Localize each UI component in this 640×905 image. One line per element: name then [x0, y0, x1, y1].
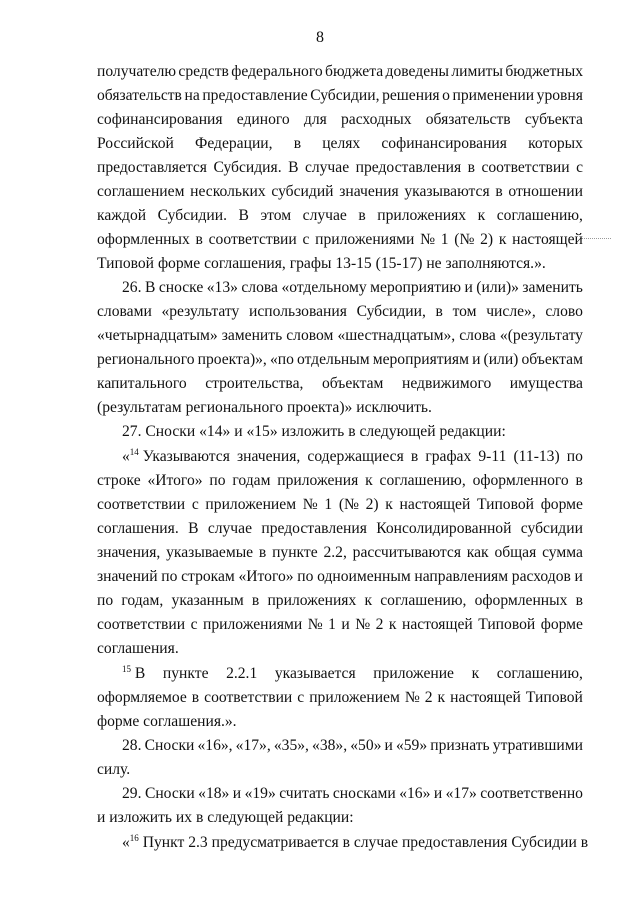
word: соглашению, — [380, 592, 467, 609]
word: доведены — [385, 63, 449, 80]
word: редакции: — [439, 423, 506, 440]
text-line — [97, 254, 583, 274]
word: бюджетных — [505, 63, 583, 80]
word: в — [358, 207, 366, 224]
word: Консолидированной — [376, 520, 512, 537]
word: Федерации, — [195, 135, 273, 152]
word: пункте — [272, 544, 318, 561]
text-line — [97, 398, 583, 418]
word: соглашения.». — [143, 713, 237, 730]
word: 9-11 — [478, 448, 507, 465]
word: приложениями — [203, 616, 303, 633]
word: 1 — [440, 231, 449, 248]
page-number: 8 — [316, 29, 324, 46]
word: субъекта — [524, 111, 583, 128]
word: считать — [279, 785, 330, 802]
word: № — [307, 616, 323, 633]
word: случае — [304, 159, 350, 176]
word: одноименным — [317, 568, 411, 585]
word: «(результату — [499, 327, 583, 344]
word: сноске — [158, 279, 204, 296]
word: в — [348, 423, 356, 440]
word: 13-15 — [335, 255, 372, 272]
word: приложениях — [377, 207, 467, 224]
word: приложением — [309, 689, 400, 706]
word: приложениях — [267, 592, 357, 609]
word: в — [575, 472, 583, 489]
word: Типовой — [478, 616, 536, 633]
word: «18» — [198, 785, 230, 802]
word: получателю — [97, 63, 177, 80]
word: форме — [540, 616, 583, 633]
text-line — [97, 230, 583, 250]
word: рассчитываются — [352, 544, 461, 561]
word: исключить. — [356, 399, 432, 416]
footnote-marker: « — [122, 448, 130, 465]
word: предоставления — [261, 520, 367, 537]
word: расходов — [511, 568, 571, 585]
word: нескольких — [190, 183, 266, 200]
word: приложения — [277, 472, 359, 489]
word: 2.2.1 — [226, 665, 258, 682]
word: по — [209, 472, 226, 489]
word: Субсидии — [511, 834, 577, 851]
word: настоящей — [399, 496, 471, 513]
word: «$^{16}$ Пункт — [122, 833, 185, 851]
word: 2) — [365, 496, 379, 513]
word: форме — [157, 255, 201, 272]
word: к — [385, 496, 393, 513]
word: имущества — [509, 375, 583, 392]
word: в — [195, 231, 203, 248]
word: по — [161, 568, 178, 585]
word: «отдельному — [281, 279, 367, 296]
word: 2.3 — [188, 834, 208, 851]
word: в — [195, 809, 204, 826]
word: форме — [97, 713, 140, 730]
word: числе», — [486, 303, 536, 320]
word: соглашению, — [379, 472, 466, 489]
word: с — [576, 159, 583, 176]
word: по — [297, 568, 314, 585]
word: не — [426, 255, 442, 272]
word: соответственно — [480, 785, 583, 802]
word: проекта)» — [286, 399, 353, 416]
word: их — [175, 809, 193, 826]
word: значения, — [236, 448, 301, 465]
word: Субсидии, — [310, 87, 380, 104]
word: настоящей — [512, 231, 583, 248]
word: силу. — [97, 761, 131, 778]
word: Сноски — [144, 737, 195, 754]
word: соответствии — [204, 689, 293, 706]
word: 2) — [480, 231, 494, 248]
word: значения, — [97, 544, 161, 561]
word: изложить — [281, 423, 345, 440]
text-line — [122, 664, 583, 685]
text-line — [97, 688, 583, 708]
word: проекта)», — [197, 351, 267, 368]
word: и — [234, 423, 243, 440]
word: и — [472, 351, 481, 368]
word: к — [471, 665, 480, 682]
word: соглашения. — [97, 520, 179, 537]
word: мероприятию — [370, 279, 462, 296]
word: (№ — [454, 231, 475, 248]
word: в — [251, 592, 260, 609]
word: словами — [97, 303, 152, 320]
word: оформленных — [474, 592, 568, 609]
word: Российской — [97, 135, 174, 152]
word: соглашения. — [97, 640, 179, 657]
text-line — [122, 784, 583, 804]
word: «38», — [312, 737, 348, 754]
word: оформляемое — [97, 689, 187, 706]
word: 2 — [375, 616, 384, 633]
word: Сноски — [144, 785, 195, 802]
word: лимиты — [451, 63, 503, 80]
word: «15» — [246, 423, 278, 440]
word: как — [466, 544, 489, 561]
word: и — [574, 568, 583, 585]
word: 28. — [122, 737, 142, 754]
word: (11-13) — [513, 448, 560, 465]
word: (или)» — [476, 279, 519, 296]
word: № — [420, 231, 436, 248]
word: в — [580, 834, 589, 851]
word: соглашением — [97, 183, 185, 200]
word: к — [364, 592, 373, 609]
word: регионального — [185, 399, 284, 416]
word: 1 — [328, 616, 336, 633]
word: к — [365, 472, 373, 489]
word: № — [404, 689, 420, 706]
word: строке — [97, 472, 141, 489]
text-line — [97, 134, 583, 154]
word: указывается — [274, 665, 356, 682]
word: к — [437, 689, 446, 706]
word: случае — [207, 520, 252, 537]
word: соглашению, — [496, 207, 583, 224]
word: сносками — [332, 785, 396, 802]
word: по — [566, 448, 583, 465]
word: «Итого» — [238, 568, 294, 585]
word: единого — [236, 111, 290, 128]
word: «шестнадцатым», — [337, 327, 456, 344]
word: Субсидии. — [157, 207, 227, 224]
text-line — [97, 639, 583, 659]
text-line — [97, 350, 583, 370]
word: строительства, — [205, 375, 304, 392]
word: средств — [178, 63, 229, 80]
word: с — [302, 231, 310, 248]
word: к — [477, 207, 486, 224]
text-line — [97, 808, 583, 828]
word: «13» — [206, 279, 238, 296]
word: (или) — [483, 351, 519, 368]
word: № — [355, 616, 371, 633]
scan-artifact — [581, 238, 611, 241]
word: том — [452, 303, 477, 320]
word: которых — [528, 135, 583, 152]
word: настоящей — [450, 689, 521, 706]
word: слова — [241, 279, 278, 296]
word: В — [144, 279, 156, 296]
text-line — [97, 760, 583, 780]
word: следующей — [359, 423, 436, 440]
word: отношении — [508, 183, 583, 200]
word: направлениям — [414, 568, 509, 585]
word: федерального — [231, 63, 323, 80]
word: предоставляется — [97, 159, 207, 176]
text-line — [97, 326, 583, 346]
word: соответствии — [481, 159, 570, 176]
word: Типовой — [97, 255, 155, 272]
word: «Итого» — [147, 472, 203, 489]
word: объектам — [321, 375, 384, 392]
word: «результату — [161, 303, 240, 320]
word: 26. — [122, 279, 142, 296]
word: 27. — [122, 423, 142, 440]
word: 2.2, — [323, 544, 347, 561]
word: приложениями — [315, 231, 415, 248]
text-line — [97, 712, 583, 732]
word: целях — [322, 135, 361, 152]
word: указываемые — [166, 544, 254, 561]
word: 29. — [122, 785, 142, 802]
word: к — [498, 231, 507, 248]
word: заменить — [522, 279, 583, 296]
word: объектам — [521, 351, 583, 368]
word: капитального — [97, 375, 187, 392]
word: уровня — [536, 87, 583, 104]
word: соглашения, — [204, 255, 286, 272]
text-line — [97, 62, 583, 82]
text-line — [122, 447, 583, 468]
text-line — [97, 495, 583, 515]
word: софинансирования — [97, 111, 223, 128]
word: настоящей — [401, 616, 473, 633]
word: с — [190, 616, 198, 633]
word: и — [464, 279, 473, 296]
text-line — [97, 374, 583, 394]
footnote-number: 14 — [129, 447, 139, 457]
word: решения — [382, 87, 440, 104]
word: редакции: — [287, 809, 354, 826]
word: с — [191, 496, 199, 513]
word: расходных — [341, 111, 412, 128]
word: использования — [249, 303, 347, 320]
word: форме — [540, 496, 583, 513]
word: предоставления — [355, 159, 462, 176]
text-line — [97, 615, 583, 635]
word: случае — [353, 834, 399, 851]
word: $^{15}$ В — [122, 664, 146, 682]
word: Типовой — [525, 689, 583, 706]
word: для — [303, 111, 327, 128]
word: «четырнадцатым» — [97, 327, 218, 344]
word: графах — [425, 448, 472, 465]
word: 2 — [424, 689, 433, 706]
word: софинансирования — [381, 135, 507, 152]
word: и — [97, 809, 106, 826]
word: указанным — [171, 592, 244, 609]
word: значений — [97, 568, 158, 585]
word: в — [495, 183, 503, 200]
word: приложение — [373, 665, 454, 682]
word: 1 — [324, 496, 333, 513]
word: и — [384, 737, 393, 754]
word: в — [258, 544, 267, 561]
word: «59» — [395, 737, 428, 754]
word: оформленного — [472, 472, 569, 489]
footnote-number: 15 — [122, 664, 131, 674]
word: по — [97, 592, 114, 609]
word: каждой — [97, 207, 147, 224]
word: содержащиеся — [307, 448, 404, 465]
word: признать — [430, 737, 490, 754]
text-line — [97, 471, 583, 491]
word: (результатам — [97, 399, 182, 416]
word: «16», — [197, 737, 233, 754]
word: Субсидии, — [356, 303, 426, 320]
word: о — [442, 87, 450, 104]
word: годам — [232, 472, 271, 489]
word: пункте — [162, 665, 209, 682]
word: слово — [545, 303, 583, 320]
word: В — [288, 159, 299, 176]
word: строкам — [181, 568, 235, 585]
word: к — [388, 616, 397, 633]
word: годам, — [121, 592, 164, 609]
word: сумма — [542, 544, 583, 561]
text-line — [97, 110, 583, 130]
text-line — [97, 567, 583, 587]
word: соответствии — [97, 496, 186, 513]
word: «по — [269, 351, 294, 368]
word: следующей — [207, 809, 284, 826]
word: «19» — [244, 785, 276, 802]
text-line — [97, 591, 583, 611]
word: соответствии — [208, 231, 297, 248]
word: заменить — [221, 327, 283, 344]
word: Сноски — [145, 423, 196, 440]
word: в — [575, 592, 583, 609]
word: случае — [302, 207, 347, 224]
word: в — [435, 303, 443, 320]
text-line — [122, 422, 583, 442]
word: В — [238, 207, 249, 224]
word: указываются — [404, 183, 490, 200]
word: предоставления — [401, 834, 508, 851]
word: значения — [339, 183, 399, 200]
word: «$^{14}$ Указываются — [122, 447, 230, 465]
word: в — [467, 159, 475, 176]
word: заполняются.». — [445, 255, 546, 272]
word: общая — [494, 544, 537, 561]
word: словом — [286, 327, 334, 344]
word: бюджета — [325, 63, 384, 80]
word: в — [410, 448, 419, 465]
word: Типовой — [476, 496, 535, 513]
text-line — [97, 519, 583, 539]
text-line — [97, 182, 583, 202]
text-line — [122, 736, 583, 756]
word: «35», — [273, 737, 309, 754]
word: «17», — [235, 737, 271, 754]
word: «14» — [199, 423, 231, 440]
text-line — [97, 158, 583, 178]
word: оформленных — [97, 231, 190, 248]
text-line — [97, 206, 583, 226]
text-line — [97, 86, 583, 106]
word: с — [297, 689, 305, 706]
footnote-marker: « — [122, 834, 130, 851]
word: «17» — [445, 785, 477, 802]
footnote-number: 16 — [129, 833, 139, 843]
word: Субсидия. — [213, 159, 282, 176]
word: отдельным — [296, 351, 370, 368]
word: применении — [452, 87, 535, 104]
word: на — [184, 87, 200, 104]
word: В — [188, 520, 199, 537]
word: недвижимого — [401, 375, 492, 392]
word: слова — [459, 327, 496, 344]
word: в — [293, 135, 302, 152]
word: мероприятиям — [372, 351, 469, 368]
word: обязательств — [425, 111, 511, 128]
word: регионального — [97, 351, 195, 368]
word: графы — [289, 255, 332, 272]
word: и — [341, 616, 350, 633]
word: в — [191, 689, 200, 706]
word: и — [433, 785, 443, 802]
word: субсидии — [520, 520, 583, 537]
word: в — [342, 834, 350, 851]
text-line — [122, 278, 583, 298]
word: предоставление — [202, 87, 308, 104]
word: и — [232, 785, 242, 802]
word: № — [302, 496, 318, 513]
word: предусматривается — [211, 834, 339, 851]
word: «16» — [399, 785, 431, 802]
word: утратившими — [492, 737, 583, 754]
word: соглашению, — [496, 665, 583, 682]
text-line — [97, 543, 583, 563]
text-line — [122, 833, 589, 854]
word: субсидий — [271, 183, 334, 200]
word: обязательств — [97, 87, 182, 104]
word: соответствии — [97, 616, 186, 633]
word: (№ — [338, 496, 359, 513]
word: приложением — [205, 496, 297, 513]
word: «50» — [350, 737, 382, 754]
word: этом — [260, 207, 292, 224]
word: изложить — [109, 809, 173, 826]
text-line — [97, 302, 583, 322]
word: (15-17) — [375, 255, 423, 272]
